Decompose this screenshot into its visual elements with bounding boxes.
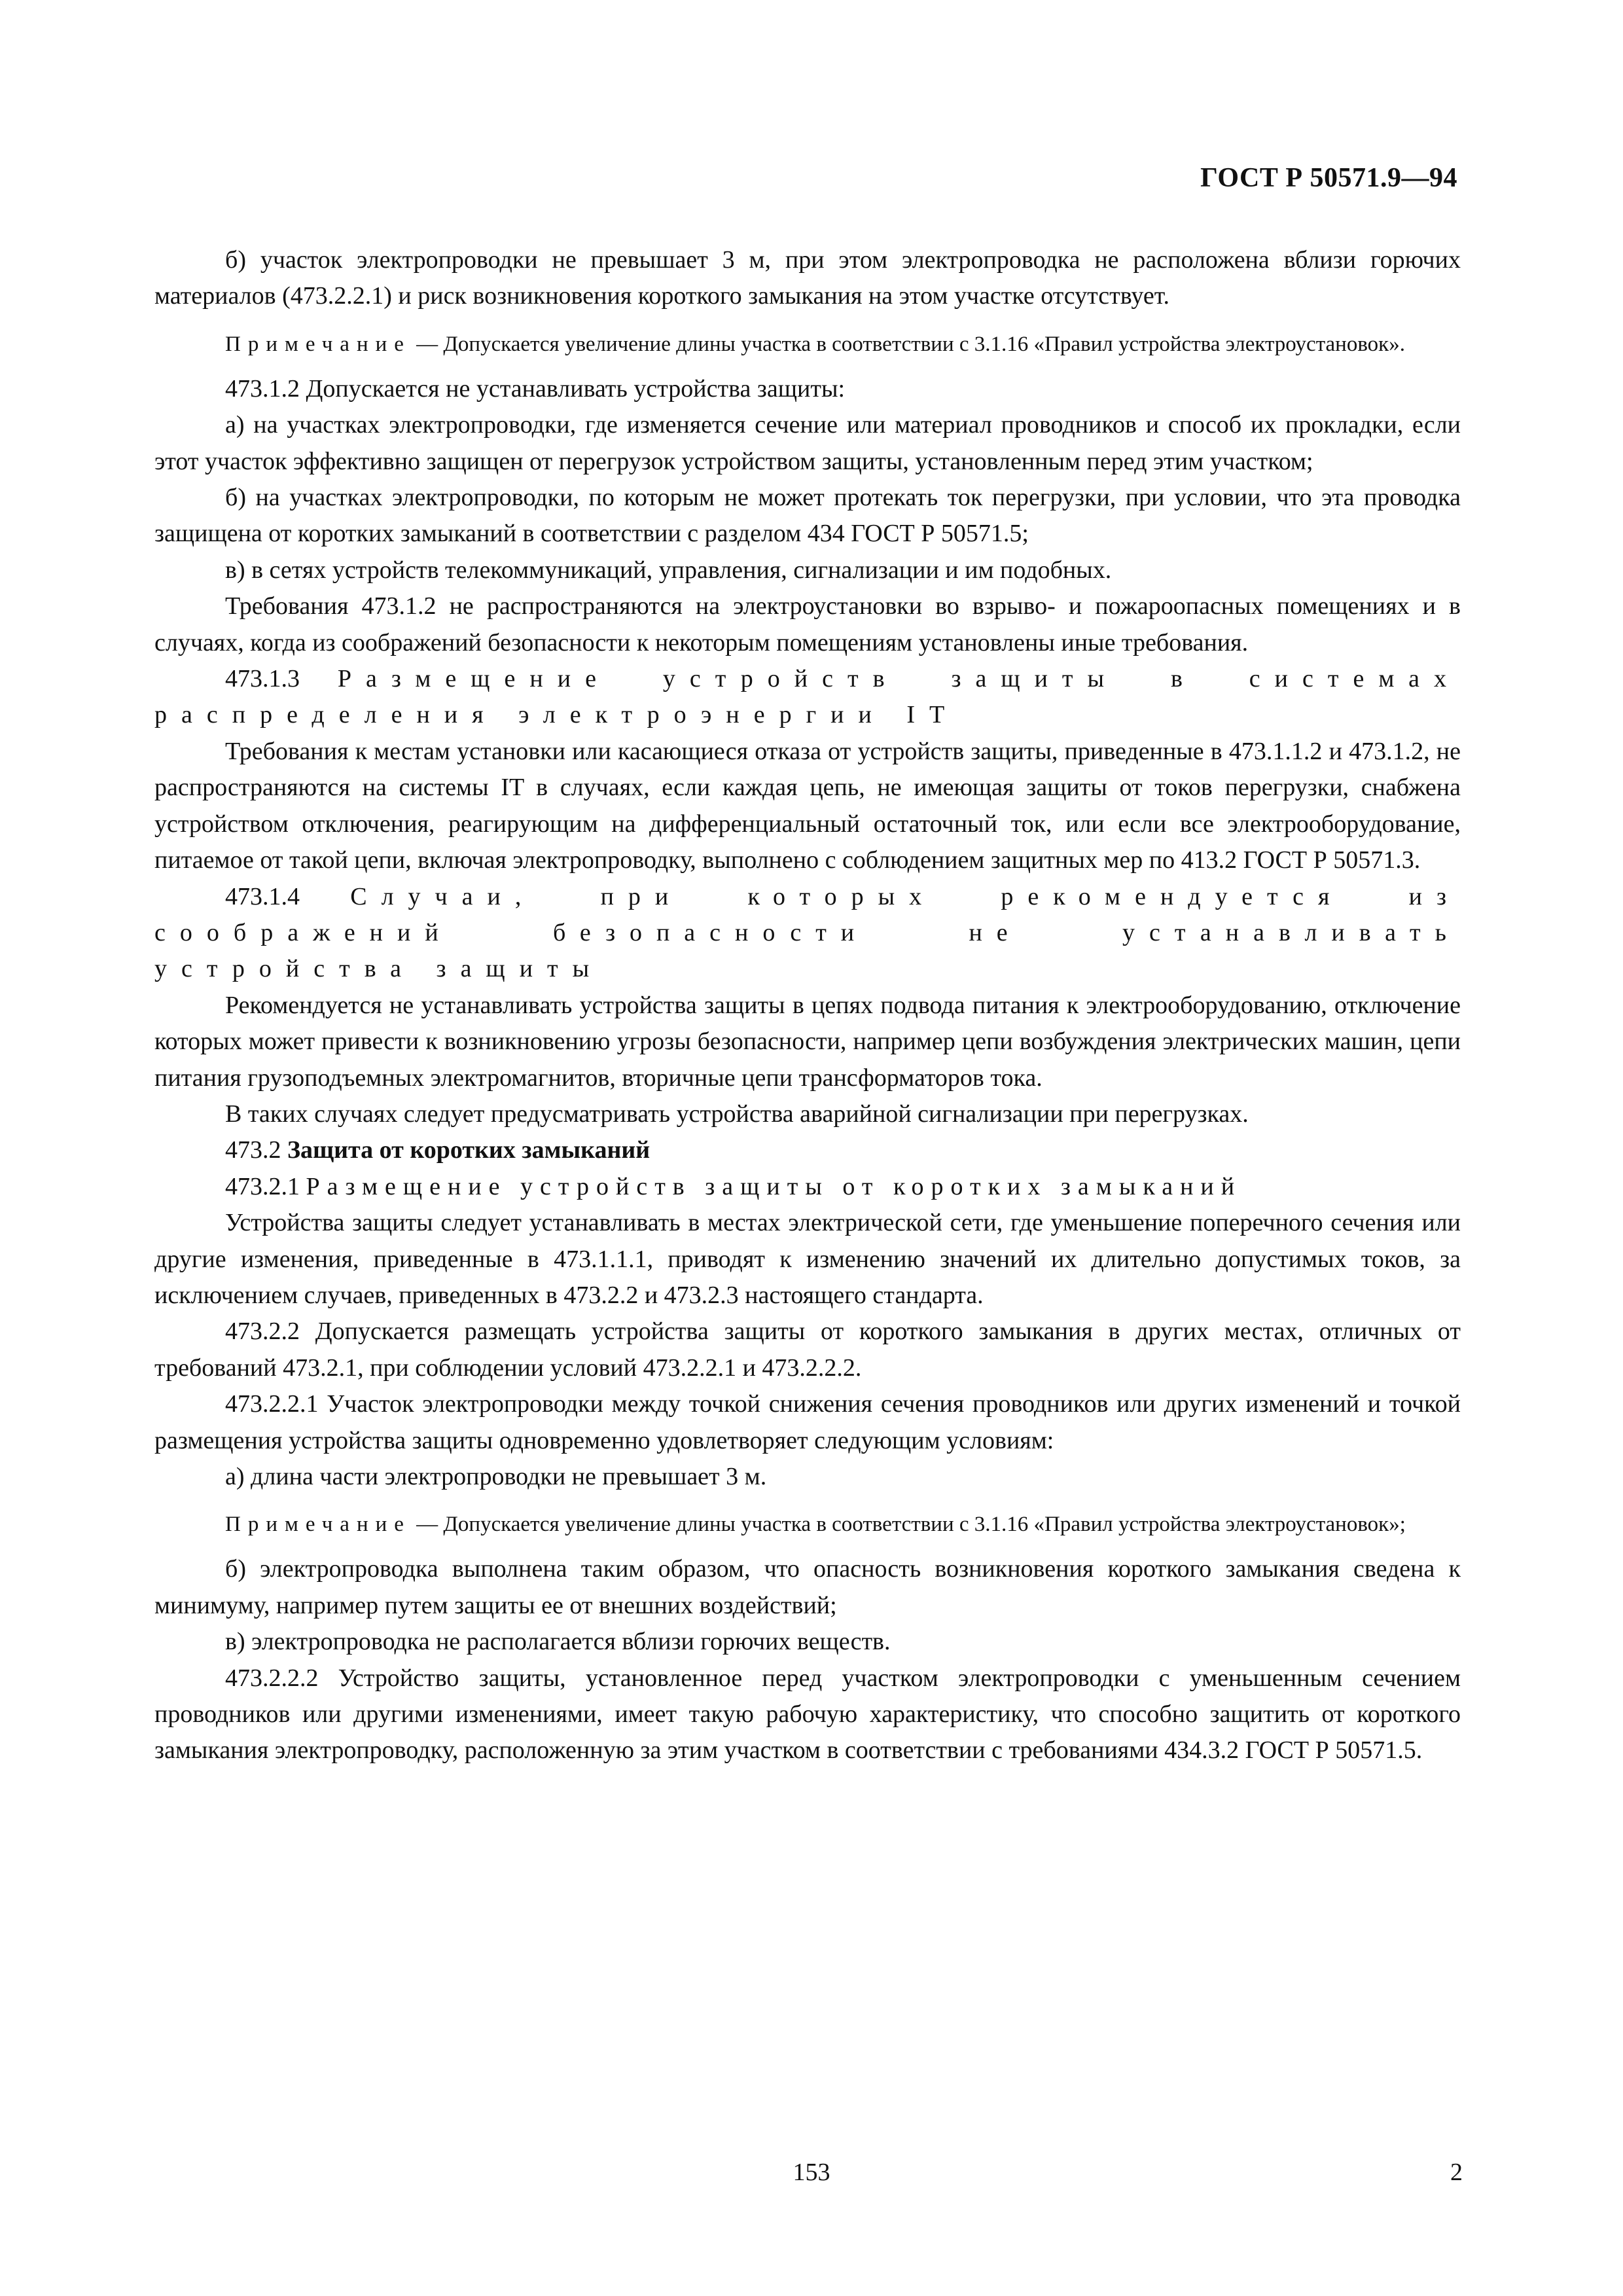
section-number: 473.2.1 <box>225 1172 300 1200</box>
section-number: 473.2 <box>225 1136 281 1164</box>
section-heading <box>154 1132 1461 1168</box>
list-item: б) на участках электропроводки, по которым не может протекать ток перегрузки, при условии, что эта проводка защищена от коротких замыканий в соответствии с разделом 434 ГОСТ Р 50571.5; <box>154 484 1461 548</box>
document-body <box>154 242 1461 1769</box>
paragraph: Требования к местам установки или касающиеся отказа от устройств защиты, приведенные в 473.1.1.2 и 473.1.2, не распространяются на системы IT в случаях, если каждая цепь, не имеющая защиты от токов перегрузки, снабжена устройством отключения, реагирующим на дифференциальный остаточный ток, или если все электрооборудование, питаемое от такой цепи, включая электропроводку, выполнено с соблюдением защитных мер по 413.2 ГОСТ Р 50571.3. <box>154 737 1461 874</box>
section-heading <box>154 1169 1461 1205</box>
section-title: Случаи, при которых рекомендуется из соображений безопасности не устанавливать устройства защиты <box>154 882 1461 983</box>
paragraph: В таких случаях следует предусматривать устройства аварийной сигнализации при перегрузках. <box>225 1100 1249 1128</box>
corner-number: 2 <box>1450 2159 1463 2186</box>
list-item: б) электропроводка выполнена таким образом, что опасность возникновения короткого замыкания сведена к минимуму, например путем защиты ее от внешних воздействий; <box>154 1555 1461 1619</box>
page-number: 153 <box>793 2159 830 2186</box>
section-heading <box>154 661 1461 734</box>
paragraph: 473.2.2.2 Устройство защиты, установленное перед участком электропроводки с уменьшенным сечением проводников или другими изменениями, имеет такую рабочую характеристику, что способно защитить от короткого замыкания электропроводку, расположенную за этим участком в соответствии с требованиями 434.3.2 ГОСТ Р 50571.5. <box>154 1664 1461 1765</box>
document-header: ГОСТ Р 50571.9—94 <box>1200 163 1457 193</box>
list-item: а) длина части электропроводки не превышает 3 м. <box>225 1463 767 1490</box>
note <box>154 1509 1461 1539</box>
note <box>154 329 1461 359</box>
note-text: — Допускается увеличение длины участка в соответствии с 3.1.16 «Правил устройства электроустановок»; <box>410 1513 1406 1537</box>
list-item: в) электропроводка не располагается вблизи горючих веществ. <box>225 1628 891 1656</box>
note-label: Примечание <box>225 1513 411 1537</box>
section-title: Размещение устройств защиты от коротких замыканий <box>306 1172 1242 1200</box>
section-title: Размещение устройств защиты в системах распределения электроэнергии IT <box>154 665 1461 729</box>
paragraph: б) участок электропроводки не превышает 3 м, при этом электропроводка не расположена вблизи горючих материалов (473.2.2.1) и риск возникновения короткого замыкания на этом участке отсутствует. <box>154 246 1461 310</box>
note-text: — Допускается увеличение длины участка в соответствии с 3.1.16 «Правил устройства электроустановок». <box>410 332 1405 356</box>
list-item: а) на участках электропроводки, где изменяется сечение или материал проводников и способ их прокладки, если этот участок эффективно защищен от перегрузок устройством защиты, установленным перед этим участком; <box>154 411 1461 475</box>
section-heading <box>154 879 1461 988</box>
list-item: в) в сетях устройств телекоммуникаций, управления, сигнализации и им подобных. <box>225 556 1112 584</box>
section-title: Защита от коротких замыканий <box>287 1136 651 1164</box>
paragraph: 473.2.2.1 Участок электропроводки между точкой снижения сечения проводников или других изменений и точкой размещения устройства защиты одновременно удовлетворяет следующим условиям: <box>154 1390 1461 1454</box>
paragraph: 473.2.2 Допускается размещать устройства защиты от короткого замыкания в других местах, отличных от требований 473.2.1, при соблюдении условий 473.2.2.1 и 473.2.2.2. <box>154 1318 1461 1382</box>
note-label: Примечание <box>225 332 411 356</box>
paragraph: Рекомендуется не устанавливать устройства защиты в цепях подвода питания к электрооборудованию, отключение которых может привести к возникновению угрозы безопасности, например цепи возбуждения электрических машин, цепи питания грузоподъемных электромагнитов, вторичные цепи трансформаторов тока. <box>154 991 1461 1092</box>
paragraph: 473.1.2 Допускается не устанавливать устройства защиты: <box>225 374 846 403</box>
paragraph: Требования 473.1.2 не распространяются на электроустановки во взрыво- и пожароопасных помещениях и в случаях, когда из соображений безопасности к некоторым помещениям установлены иные требования. <box>154 592 1461 656</box>
paragraph: Устройства защиты следует устанавливать в местах электрической сети, где уменьшение поперечного сечения или другие изменения, приведенные в 473.1.1.1, приводят к изменению значений их длительно допустимых токов, за исключением случаев, приведенных в 473.2.2 и 473.2.3 настоящего стандарта. <box>154 1209 1461 1309</box>
section-number: 473.1.3 <box>225 665 300 693</box>
section-number: 473.1.4 <box>225 882 300 910</box>
